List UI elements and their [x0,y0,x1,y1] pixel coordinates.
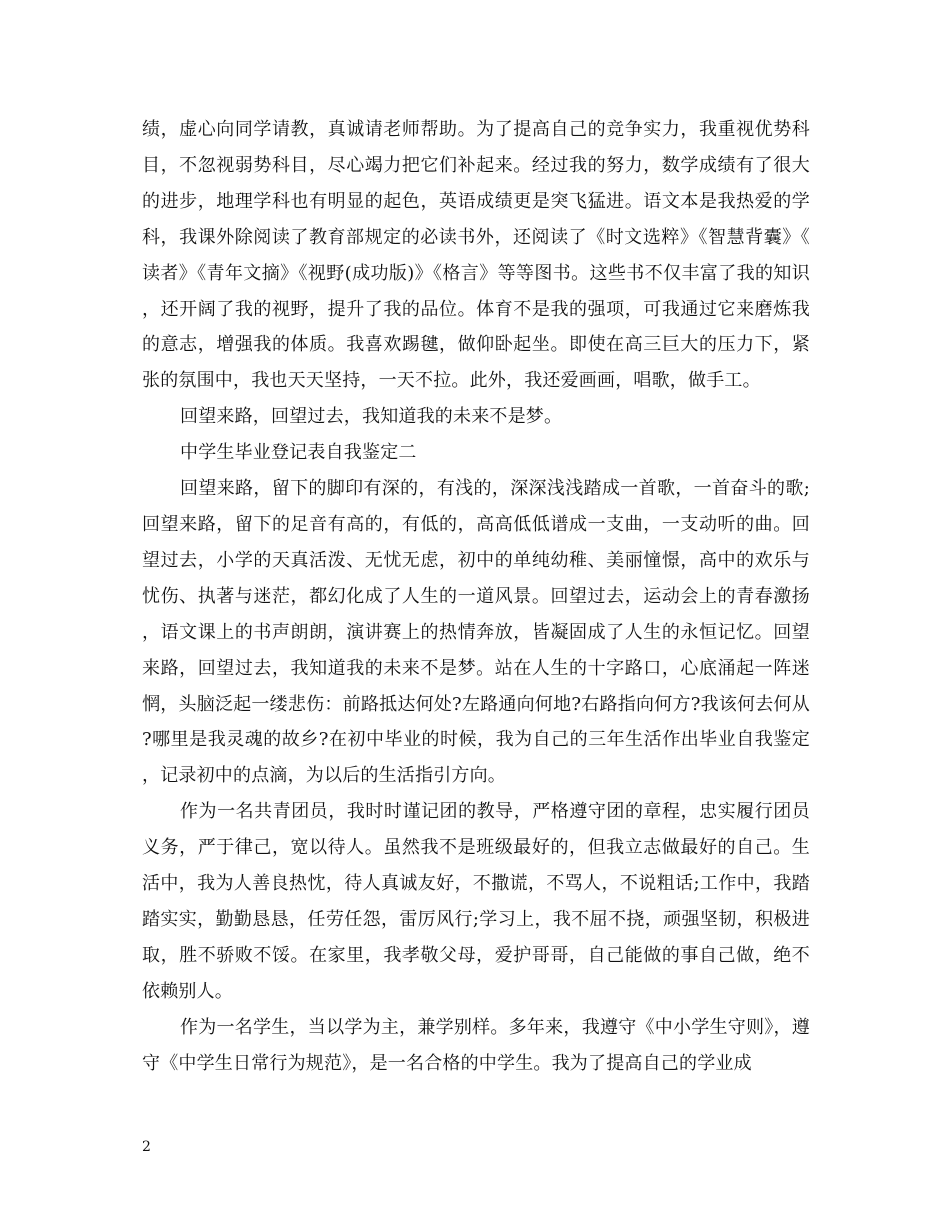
document-body [142,112,810,1081]
paragraph-4: 作为一名共青团员，我时时谨记团的教导，严格遵守团的章程，忠实履行团员义务，严于律己，宽以待人。虽然我不是班级最好的，但我立志做最好的自己。生活中，我为人善良热忱，待人真诚友好，不撒谎，不骂人，不说粗话;工作中，我踏踏实实，勤勤恳恳，任劳任怨，雷厉风行;学习上，我不屈不挠，顽强坚韧，积极进取，胜不骄败不馁。在家里，我孝敬父母，爱护哥哥，自己能做的事自己做，绝不依赖别人。 [142,801,810,1002]
section-heading: 中学生毕业登记表自我鉴定二 [180,442,417,464]
page-number: 2 [142,1139,151,1155]
paragraph-5: 作为一名学生，当以学为主，兼学别样。多年来，我遵守《中小学生守则》，遵守《中学生日常行为规范》，是一名合格的中学生。我为了提高自己的学业成 [142,1016,810,1074]
paragraph-2: 回望来路，回望过去，我知道我的未来不是梦。 [180,406,563,428]
paragraph-3: 回望来路，留下的脚印有深的，有浅的，深深浅浅踏成一首歌，一首奋斗的歌;回望来路，留下的足音有高的，有低的，高高低低谱成一支曲，一支动听的曲。回望过去，小学的天真活泼、无忧无虑，初中的单纯幼稚、美丽憧憬，高中的欢乐与忧伤、执著与迷茫，都幻化成了人生的一道风景。回望过去，运动会上的青春激扬，语文课上的书声朗朗，演讲赛上的热情奔放，皆凝固成了人生的永恒记忆。回望来路，回望过去，我知道我的未来不是梦。站在人生的十字路口，心底涌起一阵迷惘，头脑泛起一缕悲伤：前路抵达何处?左路通向何地?右路指向何方?我该何去何从?哪里是我灵魂的故乡?在初中毕业的时候，我为自己的三年生活作出毕业自我鉴定，记录初中的点滴，为以后的生活指引方向。 [142,478,810,787]
paragraph-1: 绩，虚心向同学请教，真诚请老师帮助。为了提高自己的竞争实力，我重视优势科目，不忽视弱势科目，尽心竭力把它们补起来。经过我的努力，数学成绩有了很大的进步，地理学科也有明显的起色，英语成绩更是突飞猛进。语文本是我热爱的学科，我课外除阅读了教育部规定的必读书外，还阅读了《时文选粹》《智慧背囊》《读者》《青年文摘》《视野(成功版)》《格言》等等图书。这些书不仅丰富了我的知识，还开阔了我的视野，提升了我的品位。体育不是我的强项，可我通过它来磨炼我的意志，增强我的体质。我喜欢踢毽，做仰卧起坐。即使在高三巨大的压力下，紧张的氛围中，我也天天坚持，一天不拉。此外，我还爱画画，唱歌，做手工。 [142,119,810,392]
